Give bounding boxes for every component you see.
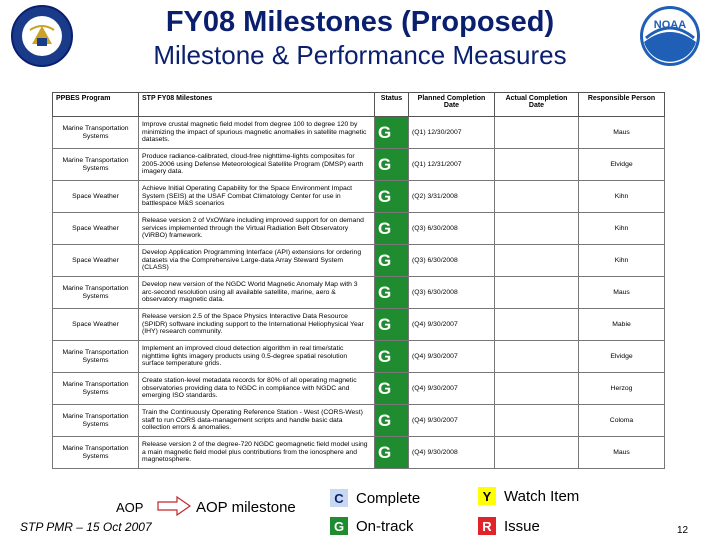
legend-on-track	[330, 517, 414, 535]
actual-date-cell	[495, 373, 579, 405]
program-cell: Marine Transportation Systems	[53, 149, 139, 181]
legend-watch-label: Watch Item	[504, 487, 580, 505]
footer-meeting-date: STP PMR – 15 Oct 2007	[20, 520, 152, 534]
planned-date-cell: (Q3) 6/30/2008	[409, 277, 495, 309]
table-row	[53, 245, 665, 277]
planned-date-cell: (Q4) 9/30/2007	[409, 405, 495, 437]
legend-issue-code: R	[478, 517, 496, 535]
legend-on-track-code: G	[330, 517, 348, 535]
status-cell: G	[375, 309, 409, 341]
program-cell: Marine Transportation Systems	[53, 341, 139, 373]
commerce-seal-logo	[10, 4, 74, 68]
legend-on-track-label: On-track	[356, 517, 414, 535]
planned-date-cell: (Q1) 12/30/2007	[409, 117, 495, 149]
noaa-logo-text: NOAA	[653, 19, 687, 31]
legend-aop-milestone-label: AOP milestone	[196, 499, 296, 516]
status-cell: G	[375, 117, 409, 149]
legend-watch-item	[478, 487, 579, 505]
legend-issue	[478, 517, 540, 535]
actual-date-cell	[495, 149, 579, 181]
responsible-person-cell: Elvidge	[579, 149, 665, 181]
actual-date-cell	[495, 437, 579, 469]
legend-arrow-icon	[157, 496, 191, 516]
table-row	[53, 373, 665, 405]
milestone-cell: Achieve Initial Operating Capability for the Space Environment Impact System (SEIS) at the USAF Combat Climatology Center for use in battlespace M&S scenarios	[139, 181, 375, 213]
responsible-person-cell: Kihn	[579, 181, 665, 213]
milestone-cell: Develop Application Programming Interface (API) extensions for ordering datasets via the Comprehensive Large-data Array Steward System (CLASS)	[139, 245, 375, 277]
planned-date-cell: (Q4) 9/30/2007	[409, 309, 495, 341]
milestone-cell: Implement an improved cloud detection algorithm in real time/static nighttime lights imagery products using 0.5-degree spatial resolution surface temperature grids.	[139, 341, 375, 373]
milestone-cell: Release version 2 of the degree-720 NGDC geomagnetic field model using a main magnetic field model plus contributions from the ionosphere and magnetosphere.	[139, 437, 375, 469]
planned-date-cell: (Q4) 9/30/2007	[409, 373, 495, 405]
milestone-cell: Release version 2 of VxOWare including improved support for on demand services implemented through the Virtual Radiation Belt Observatory (ViRBO) framework.	[139, 213, 375, 245]
program-cell: Marine Transportation Systems	[53, 277, 139, 309]
milestones-table	[52, 92, 665, 469]
page-number: 12	[677, 525, 689, 536]
planned-date-cell: (Q4) 9/30/2008	[409, 437, 495, 469]
col-header-person: Responsible Person	[579, 93, 665, 117]
table-row	[53, 213, 665, 245]
planned-date-cell: (Q1) 12/31/2007	[409, 149, 495, 181]
legend-complete-code: C	[330, 489, 348, 507]
table-row	[53, 437, 665, 469]
responsible-person-cell: Mabie	[579, 309, 665, 341]
responsible-person-cell: Maus	[579, 117, 665, 149]
legend-aop-label: AOP	[116, 500, 144, 515]
milestone-cell: Improve crustal magnetic field model from degree 100 to degree 120 by minimizing the impact of spurious magnetic anomalies in satellite magnetic datasets.	[139, 117, 375, 149]
col-header-status: Status	[375, 93, 409, 117]
col-header-planned: Planned Completion Date	[409, 93, 495, 117]
status-cell: G	[375, 149, 409, 181]
legend-complete-label: Complete	[356, 489, 421, 507]
table-row	[53, 309, 665, 341]
col-header-milestones: STP FY08 Milestones	[139, 93, 375, 117]
status-cell: G	[375, 181, 409, 213]
responsible-person-cell: Maus	[579, 277, 665, 309]
table-header-row	[53, 93, 665, 117]
legend-complete	[330, 489, 420, 507]
milestone-cell: Develop new version of the NGDC World Magnetic Anomaly Map with 3 arc-second resolution using all available satellite, marine, aero & observatory magnetic data.	[139, 277, 375, 309]
program-cell: Marine Transportation Systems	[53, 373, 139, 405]
responsible-person-cell: Kihn	[579, 213, 665, 245]
table-row	[53, 149, 665, 181]
actual-date-cell	[495, 245, 579, 277]
responsible-person-cell: Kihn	[579, 245, 665, 277]
milestone-cell: Release version 2.5 of the Space Physics Interactive Data Resource (SPIDR) software including support to the International Heliophysical Year (IHY) research community.	[139, 309, 375, 341]
program-cell: Marine Transportation Systems	[53, 437, 139, 469]
status-cell: G	[375, 213, 409, 245]
actual-date-cell	[495, 405, 579, 437]
responsible-person-cell: Elvidge	[579, 341, 665, 373]
status-cell: G	[375, 437, 409, 469]
planned-date-cell: (Q4) 9/30/2007	[409, 341, 495, 373]
program-cell: Marine Transportation Systems	[53, 117, 139, 149]
milestone-cell: Produce radiance-calibrated, cloud-free nighttime-lights composites for 2005-2006 using Defense Meteorological Satellite Program (DMSP) earth imagery data.	[139, 149, 375, 181]
legend-issue-label: Issue	[504, 517, 540, 535]
table-row	[53, 405, 665, 437]
legend-watch-code: Y	[478, 487, 496, 505]
slide-subtitle: Milestone & Performance Measures	[153, 40, 567, 70]
responsible-person-cell: Herzog	[579, 373, 665, 405]
planned-date-cell: (Q2) 3/31/2008	[409, 181, 495, 213]
actual-date-cell	[495, 341, 579, 373]
status-cell: G	[375, 245, 409, 277]
planned-date-cell: (Q3) 6/30/2008	[409, 213, 495, 245]
milestone-cell: Train the Continuously Operating Reference Station - West (CORS-West) staff to run CORS data-management scripts and handle basic data collection errors & anomalies.	[139, 405, 375, 437]
status-cell: G	[375, 405, 409, 437]
status-cell: G	[375, 373, 409, 405]
milestones-table-body	[53, 117, 665, 469]
noaa-logo	[638, 4, 702, 68]
status-cell: G	[375, 341, 409, 373]
responsible-person-cell: Maus	[579, 437, 665, 469]
table-row	[53, 277, 665, 309]
slide-title: FY08 Milestones (Proposed)	[165, 6, 555, 38]
actual-date-cell	[495, 181, 579, 213]
col-header-actual: Actual Completion Date	[495, 93, 579, 117]
actual-date-cell	[495, 213, 579, 245]
program-cell: Space Weather	[53, 245, 139, 277]
planned-date-cell: (Q3) 6/30/2008	[409, 245, 495, 277]
program-cell: Space Weather	[53, 213, 139, 245]
milestone-cell: Create station-level metadata records for 80% of all operating magnetic observatories providing data to NGDC in compliance with NGDC and emerging ISO standards.	[139, 373, 375, 405]
responsible-person-cell: Coloma	[579, 405, 665, 437]
program-cell: Marine Transportation Systems	[53, 405, 139, 437]
table-row	[53, 181, 665, 213]
program-cell: Space Weather	[53, 309, 139, 341]
table-row	[53, 117, 665, 149]
col-header-program: PPBES Program	[53, 93, 139, 117]
status-cell: G	[375, 277, 409, 309]
actual-date-cell	[495, 277, 579, 309]
actual-date-cell	[495, 309, 579, 341]
table-row	[53, 341, 665, 373]
actual-date-cell	[495, 117, 579, 149]
program-cell: Space Weather	[53, 181, 139, 213]
